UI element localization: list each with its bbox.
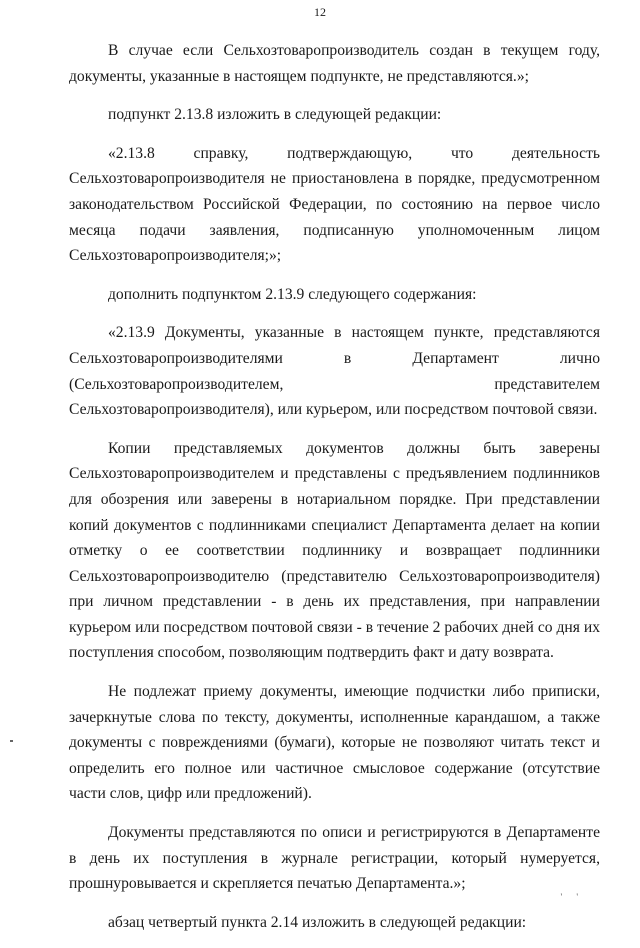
- scan-binding-marks: ' ': [560, 892, 584, 902]
- paragraph-1: В случае если Сельхозтоваропроизводитель создан в текущем году, документы, указанные в настоящем подпункте, не представляются.»;: [69, 42, 600, 85]
- paragraph-6: Копии представляемых документов должны быть заверены Сельхозтоваропроизводителем и представлены с предъявлением подлинников для обозрения или заверены в нотариальном порядке. При представлении копий документов с подлинниками специалист Департамента делает на копии отметку о ее соответствии подлиннику и возвращает подлинники Сельхозтоваропроизводителю (представителю Сельхозтоваропроизводителя) при личном представлении - в день их представления, при направлении курьером или посредством почтовой связи - в течение 2 рабочих дней со дня их поступления способом, позволяющим подтвердить факт и дату возврата.: [69, 439, 600, 662]
- scan-margin-mark: [10, 740, 13, 742]
- paragraph-3: «2.13.8 справку, подтверждающую, что деятельность Сельхозтоваропроизводителя не приостановлена в порядке, предусмотренном законодательством Российской Федерации, по состоянию на первое число месяца подачи заявления, подписанную уполномоченным лицом Сельхозтоваропроизводителя;»;: [69, 144, 600, 265]
- paragraph-7: Не подлежат приему документы, имеющие подчистки либо приписки, зачеркнутые слова по тексту, документы, исполненные карандашом, а также документы с повреждениями (бумаги), которые не позволяют читать текст и определить его полное или частичное смысловое содержание (отсутствие части слов, цифр или предложений).: [69, 683, 600, 803]
- paragraph-9: абзац четвертый пункта 2.14 изложить в следующей редакции:: [108, 913, 527, 931]
- paragraph-5: «2.13.9 Документы, указанные в настоящем пункте, представляются Сельхозтоваропроизводителями в Департамент лично (Сельхозтоваропроизводителем, представителем Сельхозтоваропроизводителя), или курьером, или посредством почтовой связи.: [69, 324, 600, 419]
- paragraph-8: Документы представляются по описи и регистрируются в Департаменте в день их поступления в журнале регистрации, который нумеруется, прошнуровывается и скрепляется печатью Департамента.»;: [69, 824, 600, 893]
- paragraph-4: дополнить подпунктом 2.13.9 следующего содержания:: [108, 285, 477, 303]
- page-number: 12: [314, 5, 326, 19]
- paragraph-2: подпункт 2.13.8 изложить в следующей редакции:: [108, 106, 442, 124]
- document-body: [69, 38, 600, 948]
